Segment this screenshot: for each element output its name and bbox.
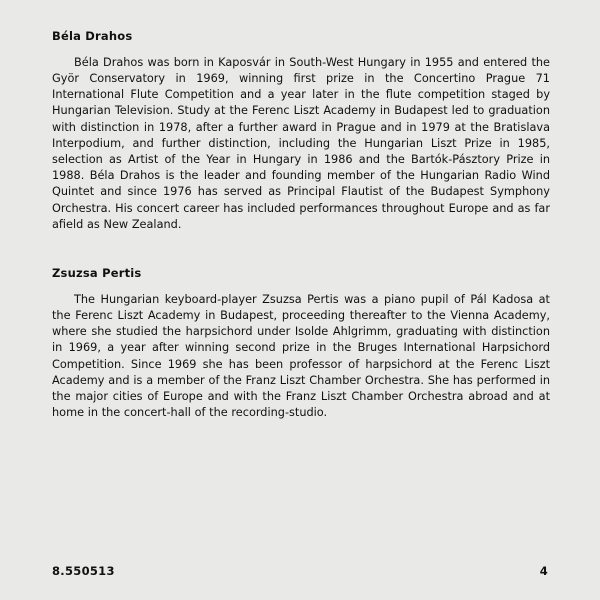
biography-section-drahos xyxy=(52,30,550,233)
section-heading-drahos: Béla Drahos xyxy=(52,29,133,43)
section-paragraph-drahos: Béla Drahos was born in Kaposvár in South-West Hungary in 1955 and entered the Györ Conservatory in 1969, winning first prize in the Concertino Prague 71 International Flute Competition and a year later in the flute competition staged by Hungarian Television. Study at the Ferenc Liszt Academy in Budapest led to graduation with distinction in 1978, after a further award in Prague and in 1979 at the Bratislava Interpodium, and further distinction, including the Hungarian Liszt Prize in 1985, selection as Artist of the Year in Hungary in 1986 and the Bartók-Pásztory Prize in 1988. Béla Drahos is the leader and founding member of the Hungarian Radio Wind Quintet and since 1976 has served as Principal Flautist of the Budapest Symphony Orchestra. His concert career has included performances throughout Europe and as far afield as New Zealand. xyxy=(52,55,550,231)
section-spacer xyxy=(52,233,550,267)
page-content xyxy=(52,30,550,421)
page-number: 4 xyxy=(539,564,548,578)
page-footer xyxy=(52,564,548,578)
biography-section-pertis xyxy=(52,267,550,421)
section-paragraph-pertis: The Hungarian keyboard-player Zsuzsa Pertis was a piano pupil of Pál Kadosa at the Ferenc Liszt Academy in Budapest, proceeding thereafter to the Vienna Academy, where she studied the harpsichord under Isolde Ahlgrimm, graduating with distinction in 1969, a year after winning second prize in the Bruges International Harpsichord Competition. Since 1969 she has been professor of harpsichord at the Ferenc Liszt Academy and is a member of the Franz Liszt Chamber Orchestra. She has performed in the major cities of Europe and with the Franz Liszt Chamber Orchestra abroad and at home in the concert-hall of the recording-studio. xyxy=(52,292,550,420)
section-heading-pertis: Zsuzsa Pertis xyxy=(52,266,142,281)
catalogue-number: 8.550513 xyxy=(52,564,115,578)
